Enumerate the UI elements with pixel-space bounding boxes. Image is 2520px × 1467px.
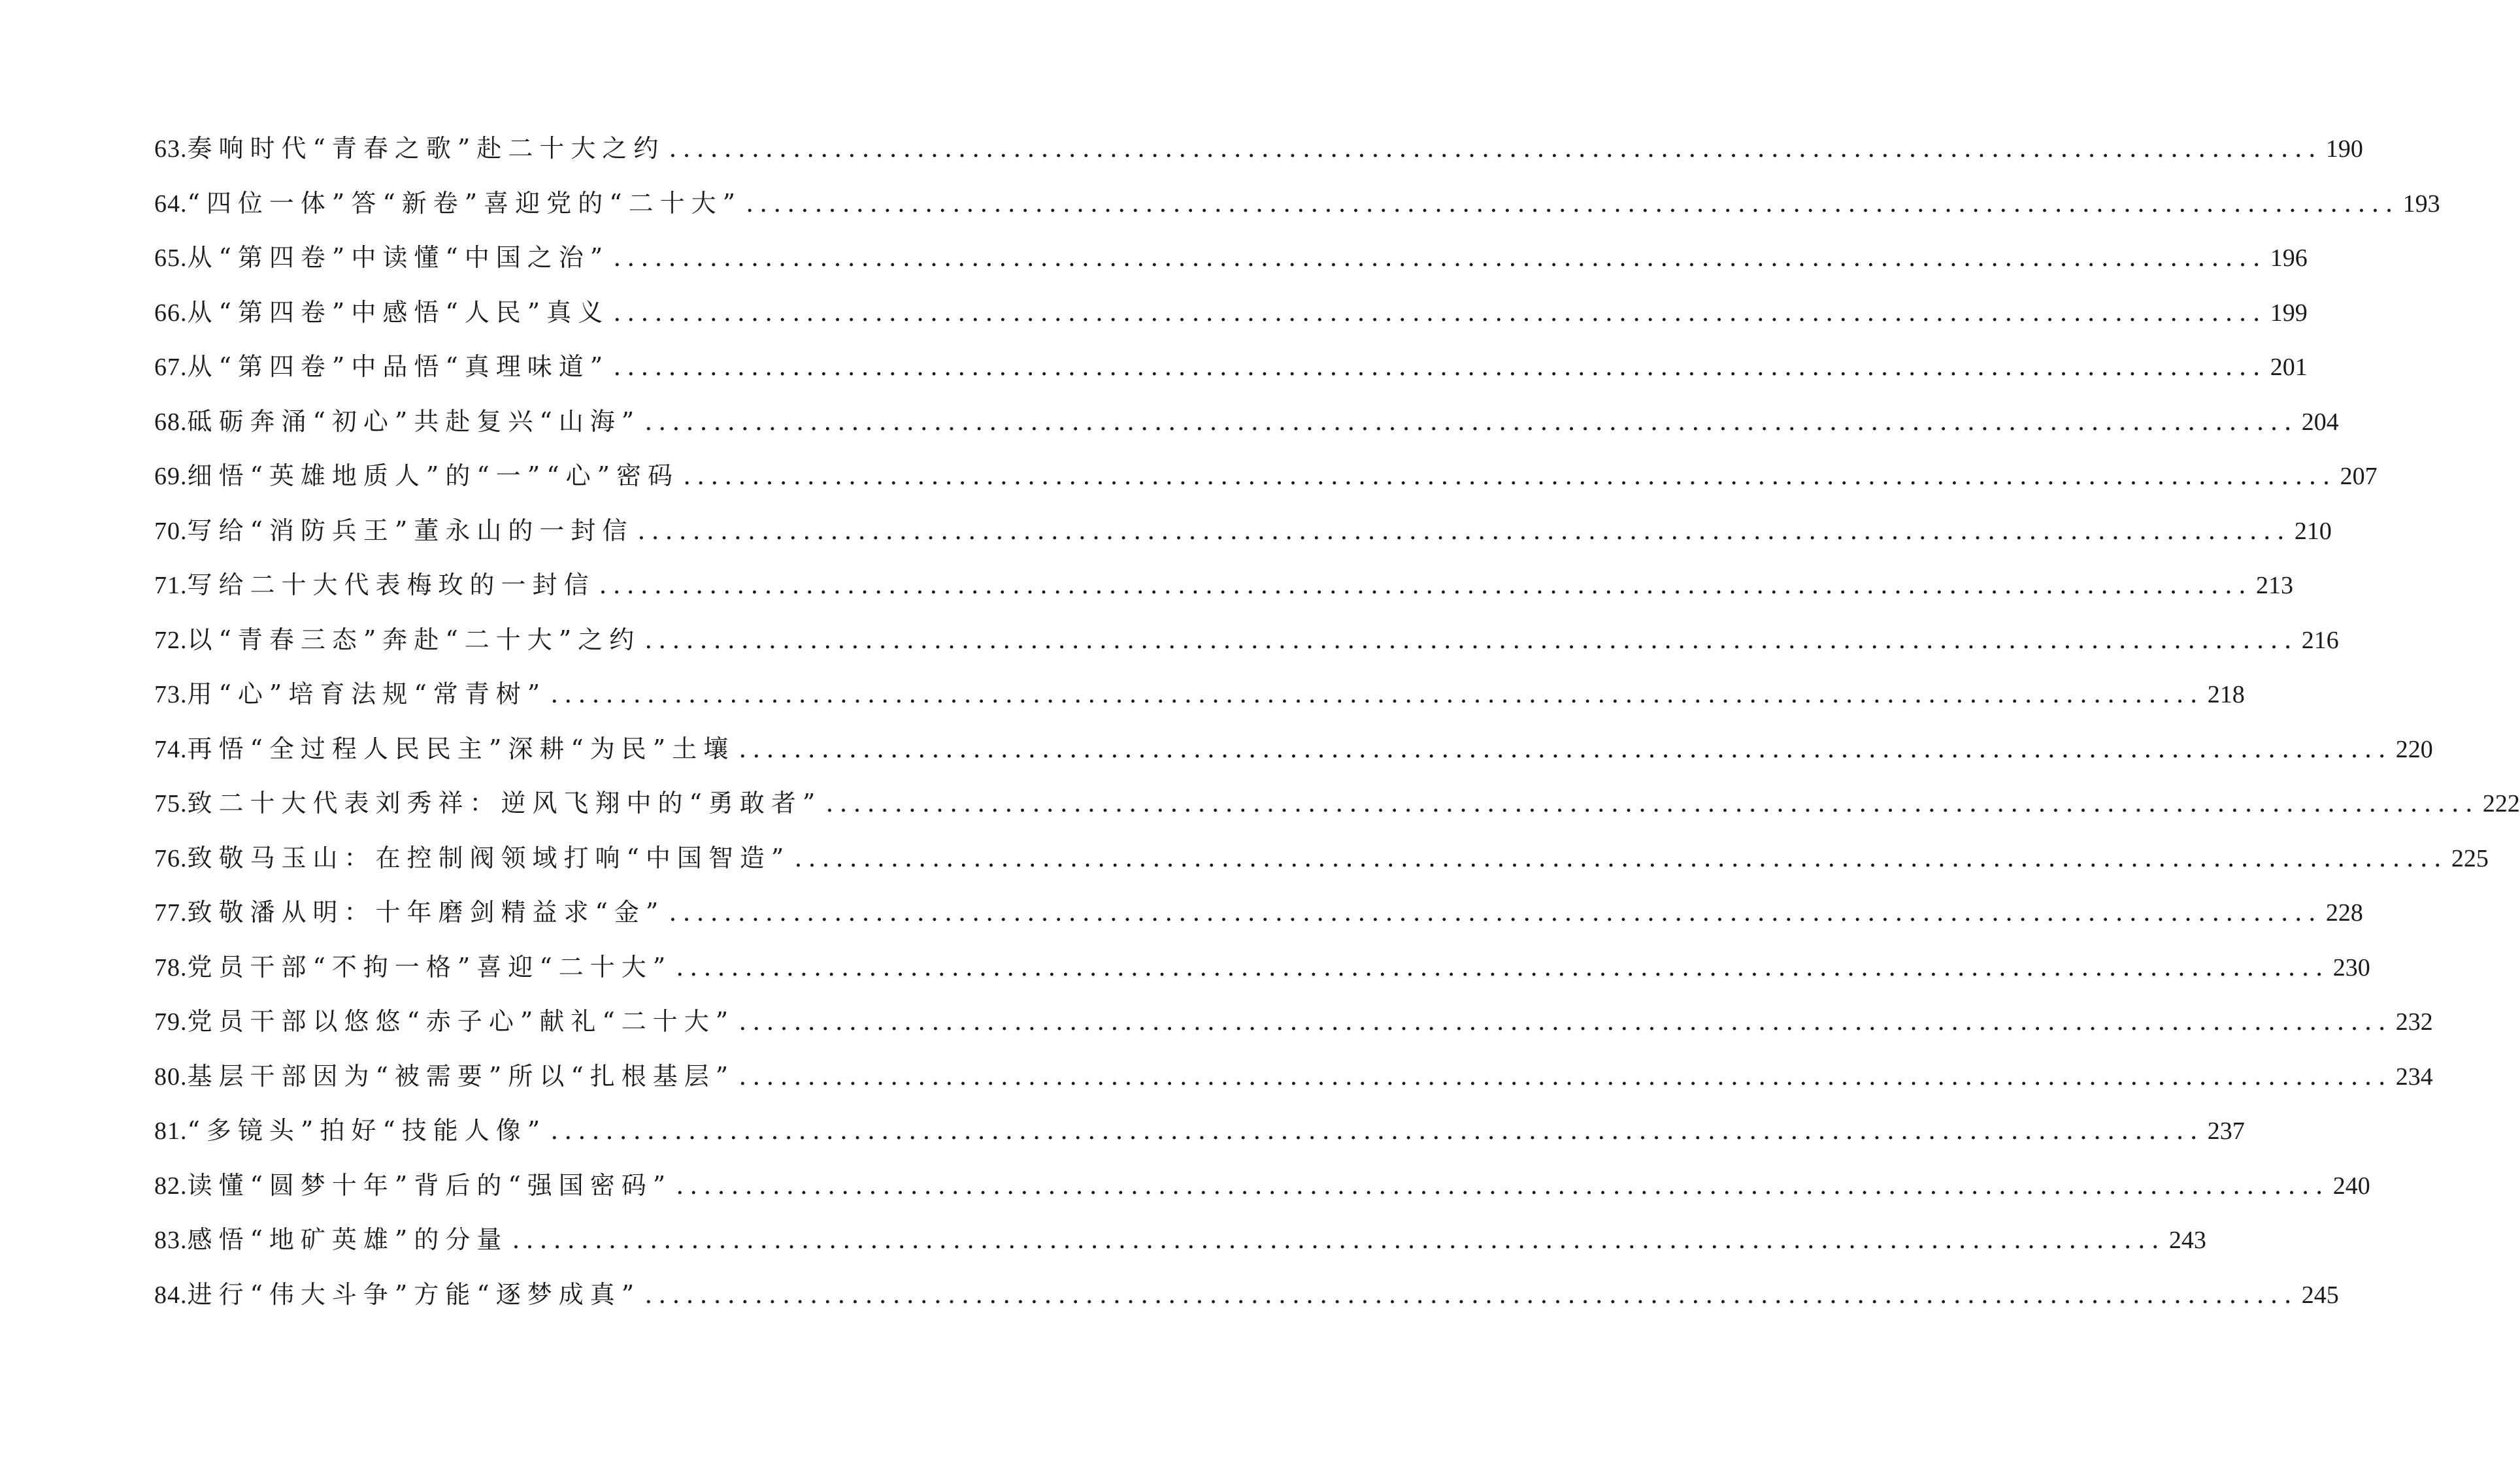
toc-entry-number: 75. <box>154 790 188 817</box>
dot-leader <box>512 1225 2165 1254</box>
toc-entry-number: 67. <box>154 354 188 381</box>
toc-entry-number: 74. <box>154 735 188 763</box>
dot-leader <box>738 1007 2392 1036</box>
dot-leader <box>644 407 2298 436</box>
dot-leader <box>637 516 2291 545</box>
dot-leader <box>738 1062 2392 1091</box>
table-of-contents <box>154 128 2520 1328</box>
toc-entry-title: 党员干部以悠悠“赤子心”献礼“二十大” <box>187 1007 735 1036</box>
toc-entry-page-number: 193 <box>2402 190 2440 218</box>
toc-entry-page-number: 199 <box>2270 299 2308 327</box>
toc-entry[interactable] <box>154 1001 2433 1056</box>
toc-entry[interactable] <box>154 455 2378 510</box>
toc-entry-title: 致敬潘从明：十年磨剑精益求“金” <box>187 898 665 927</box>
dot-leader <box>669 898 2322 927</box>
toc-entry-title: “多镜头”拍好“技能人像” <box>187 1116 547 1145</box>
toc-entry-title: 进行“伟大斗争”方能“逐梦成真” <box>187 1279 641 1309</box>
toc-entry-page-number: 240 <box>2332 1172 2370 1200</box>
toc-entry-page-number: 237 <box>2207 1117 2245 1145</box>
toc-entry-page-number: 196 <box>2270 244 2308 272</box>
dot-leader <box>746 189 2399 218</box>
toc-entry-number: 72. <box>154 626 188 654</box>
toc-entry-page-number: 210 <box>2294 517 2332 545</box>
toc-entry[interactable] <box>154 783 2520 838</box>
toc-entry-number: 76. <box>154 844 188 872</box>
toc-entry[interactable] <box>154 892 2363 947</box>
toc-entry-number: 84. <box>154 1281 188 1309</box>
toc-entry-page-number: 234 <box>2395 1063 2433 1091</box>
toc-entry[interactable] <box>154 565 2294 619</box>
toc-entry-page-number: 190 <box>2325 135 2363 163</box>
toc-entry-title: 基层干部因为“被需要”所以“扎根基层” <box>187 1061 735 1091</box>
toc-entry[interactable] <box>154 128 2363 183</box>
toc-entry-title: 致敬马玉山：在控制阀领域打响“中国智造” <box>187 843 791 872</box>
toc-entry-title: 读懂“圆梦十年”背后的“强国密码” <box>187 1170 672 1200</box>
toc-entry-title: 砥砺奔涌“初心”共赴复兴“山海” <box>187 406 641 436</box>
toc-entry-page-number: 207 <box>2340 463 2378 490</box>
dot-leader <box>613 298 2266 327</box>
toc-entry-number: 82. <box>154 1172 188 1200</box>
toc-entry-number: 71. <box>154 572 188 599</box>
toc-entry-title: 感悟“地矿英雄”的分量 <box>187 1225 508 1254</box>
toc-entry-title: 从“第四卷”中品悟“真理味道” <box>187 352 610 381</box>
toc-entry-title: 致二十大代表刘秀祥：逆风飞翔中的“勇敢者” <box>187 789 822 817</box>
toc-entry-page-number: 204 <box>2301 408 2339 436</box>
toc-entry[interactable] <box>154 674 2245 729</box>
toc-entry[interactable] <box>154 838 2489 893</box>
dot-leader <box>676 953 2329 981</box>
toc-entry[interactable] <box>154 1165 2370 1220</box>
toc-entry-title: 以“青春三态”奔赴“二十大”之约 <box>187 625 641 654</box>
toc-entry-page-number: 222 <box>2482 790 2520 817</box>
toc-entry-number: 63. <box>154 135 188 163</box>
toc-entry-page-number: 232 <box>2395 1008 2433 1036</box>
dot-leader <box>599 570 2253 599</box>
toc-entry-number: 80. <box>154 1063 188 1091</box>
toc-entry[interactable] <box>154 619 2339 674</box>
toc-entry-title: 奏响时代“青春之歌”赴二十大之约 <box>187 134 665 163</box>
toc-entry-title: “四位一体”答“新卷”喜迎党的“二十大” <box>187 188 742 218</box>
dot-leader <box>738 734 2392 763</box>
dot-leader <box>683 461 2336 490</box>
toc-entry-title: 写给“消防兵王”董永山的一封信 <box>187 516 634 545</box>
toc-entry-number: 65. <box>154 244 188 272</box>
toc-entry-number: 83. <box>154 1227 188 1254</box>
toc-entry-title: 从“第四卷”中读懂“中国之治” <box>187 243 610 272</box>
toc-entry[interactable] <box>154 1110 2245 1165</box>
dot-leader <box>825 789 2479 817</box>
toc-entry-page-number: 218 <box>2207 681 2245 708</box>
dot-leader <box>613 352 2266 381</box>
toc-entry[interactable] <box>154 1219 2206 1274</box>
toc-entry-page-number: 225 <box>2451 844 2489 872</box>
toc-entry-page-number: 213 <box>2256 572 2294 599</box>
toc-entry-page-number: 220 <box>2395 735 2433 763</box>
toc-entry-page-number: 201 <box>2270 354 2308 381</box>
toc-entry-number: 78. <box>154 953 188 981</box>
dot-leader <box>644 1280 2298 1309</box>
dot-leader <box>613 243 2266 272</box>
toc-entry-number: 73. <box>154 681 188 708</box>
dot-leader <box>644 625 2298 654</box>
toc-entry[interactable] <box>154 346 2308 401</box>
dot-leader <box>550 1116 2204 1145</box>
dot-leader <box>794 844 2447 872</box>
dot-leader <box>669 134 2322 163</box>
toc-entry[interactable] <box>154 401 2339 456</box>
toc-entry[interactable] <box>154 947 2370 1002</box>
toc-entry-page-number: 216 <box>2301 626 2339 654</box>
toc-entry-title: 细悟“英雄地质人”的“一”“心”密码 <box>187 461 680 490</box>
toc-entry-title: 用“心”培育法规“常青树” <box>187 680 547 708</box>
toc-entry-page-number: 228 <box>2325 899 2363 927</box>
toc-entry[interactable] <box>154 510 2332 565</box>
toc-entry-page-number: 245 <box>2301 1281 2339 1309</box>
toc-entry-title: 党员干部“不拘一格”喜迎“二十大” <box>187 952 672 981</box>
toc-entry[interactable] <box>154 1056 2433 1111</box>
toc-entry[interactable] <box>154 292 2308 347</box>
toc-entry-number: 77. <box>154 899 188 927</box>
toc-entry-number: 70. <box>154 517 188 545</box>
dot-leader <box>676 1171 2329 1200</box>
toc-entry-page-number: 230 <box>2332 953 2370 981</box>
toc-entry[interactable] <box>154 237 2308 292</box>
toc-entry-page-number: 243 <box>2168 1227 2206 1254</box>
toc-entry-number: 66. <box>154 299 188 327</box>
toc-entry[interactable] <box>154 729 2433 783</box>
toc-entry[interactable] <box>154 1274 2339 1329</box>
toc-entry-title: 从“第四卷”中感悟“人民”真义 <box>187 297 610 327</box>
toc-entry-title: 再悟“全过程人民民主”深耕“为民”土壤 <box>187 734 735 763</box>
toc-entry-number: 68. <box>154 408 188 436</box>
toc-entry-number: 79. <box>154 1008 188 1036</box>
toc-entry-title: 写给二十大代表梅玫的一封信 <box>187 570 595 599</box>
toc-entry[interactable] <box>154 183 2440 238</box>
dot-leader <box>550 680 2204 708</box>
toc-entry-number: 64. <box>154 190 188 218</box>
toc-entry-number: 81. <box>154 1117 188 1145</box>
toc-entry-number: 69. <box>154 463 188 490</box>
